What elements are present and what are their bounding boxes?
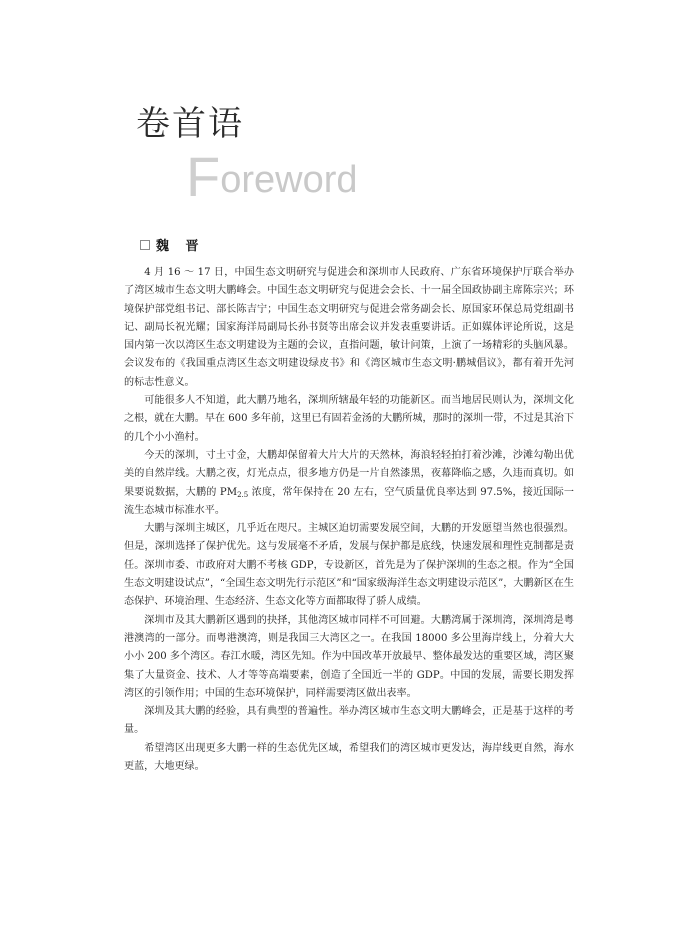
english-title-rest: oreword bbox=[220, 159, 358, 201]
paragraph-3-text-a: 今天的深圳，寸土寸金，大鹏却保留着大片大片的天然林，海浪轻轻拍打着沙滩，沙滩勾勒出优美的自然岸线。大鹏之夜，灯光点点，很多地方仍是一片自然漆黑，夜幕降临之感，久违而真切。如果要说数据，大鹏的 PM bbox=[124, 449, 574, 498]
paragraph-3 bbox=[124, 447, 574, 520]
pm-subscript: 2.5 bbox=[237, 490, 249, 499]
page-title: 卷首语 bbox=[136, 104, 244, 144]
paragraph-2: 可能很多人不知道，此大鹏乃地名，深圳所辖最年轻的功能新区。而当地居民则认为，深圳文化之根，就在大鹏。早在 600 多年前，这里已有固若金汤的大鹏所城，那时的深圳一带，不过是其治下的几个小小渔村。 bbox=[124, 395, 574, 443]
paragraph-1: 4 月 16 ～ 17 日，中国生态文明研究与促进会和深圳市人民政府、广东省环境保护厅联合举办了湾区城市生态文明大鹏峰会。中国生态文明研究与促进会会长、十一届全国政协副主席陈宗兴；环境保护部党组书记、部长陈吉宁；中国生态文明研究与促进会常务副会长、原国家环保总局党组副书记、副局长祝光耀；国家海洋局副局长孙书贤等出席会议并发表重要讲话。正如媒体评论所说，这是国内第一次以湾区生态文明建设为主题的会议，直指问题，敏计问策，上演了一场精彩的头脑风暴。会议发布的《我国重点湾区生态文明建设绿皮书》和《湾区城市生态文明·鹏城倡议》，都有着开先河的标志性意义。 bbox=[124, 267, 574, 388]
english-title bbox=[186, 146, 358, 208]
article-body bbox=[124, 264, 574, 776]
author-name: 魏 晋 bbox=[156, 239, 205, 254]
paragraph-4: 大鹏与深圳主城区，几乎近在咫尺。主城区迫切需要发展空间，大鹏的开发愿望当然也很强烈。但是，深圳选择了保护优先。这与发展毫不矛盾，发展与保护都是底线，快速发展和理性克制都是责任。深圳市委、市政府对大鹏不考核 GDP，专设新区，首先是为了保护深圳的生态之根。作为“全国生态文明建设试点”，“全国生态文明先行示范区”和“国家级海洋生态文明建设示范区”，大鹏新区在生态保护、环境治理、生态经济、生态文化等方面都取得了骄人成绩。 bbox=[124, 523, 574, 608]
paragraph-5: 深圳市及其大鹏新区遇到的抉择，其他湾区城市同样不可回避。大鹏湾属于深圳湾，深圳湾是粤港澳湾的一部分。而粤港澳湾，则是我国三大湾区之一。在我国 18000 多公里海岸线上，分着大大小小 200 多个湾区。春江水暖，湾区先知。作为中国改革开放最早、整体最发达的重要区域，湾区聚集了大量资金、技术、人才等等高端要素，创造了全国近一半的 GDP。中国的发展，需要长期发挥湾区的引领作用；中国的生态环境保护，同样需要湾区做出表率。 bbox=[124, 614, 574, 699]
paragraph-7: 希望湾区出现更多大鹏一样的生态优先区域，希望我们的湾区城市更发达，海岸线更自然，海水更蓝，大地更绿。 bbox=[124, 742, 574, 773]
english-title-initial: F bbox=[186, 145, 221, 208]
paragraph-3-text-b: 浓度，常年保持在 20 左右，空气质量优良率达到 97.5%，接近国际一流生态城市标准水平。 bbox=[124, 486, 574, 516]
author-line bbox=[140, 235, 205, 254]
square-bullet-icon bbox=[140, 240, 150, 250]
paragraph-6: 深圳及其大鹏的经验，具有典型的普遍性。举办湾区城市生态文明大鹏峰会，正是基于这样的考量。 bbox=[124, 706, 574, 736]
